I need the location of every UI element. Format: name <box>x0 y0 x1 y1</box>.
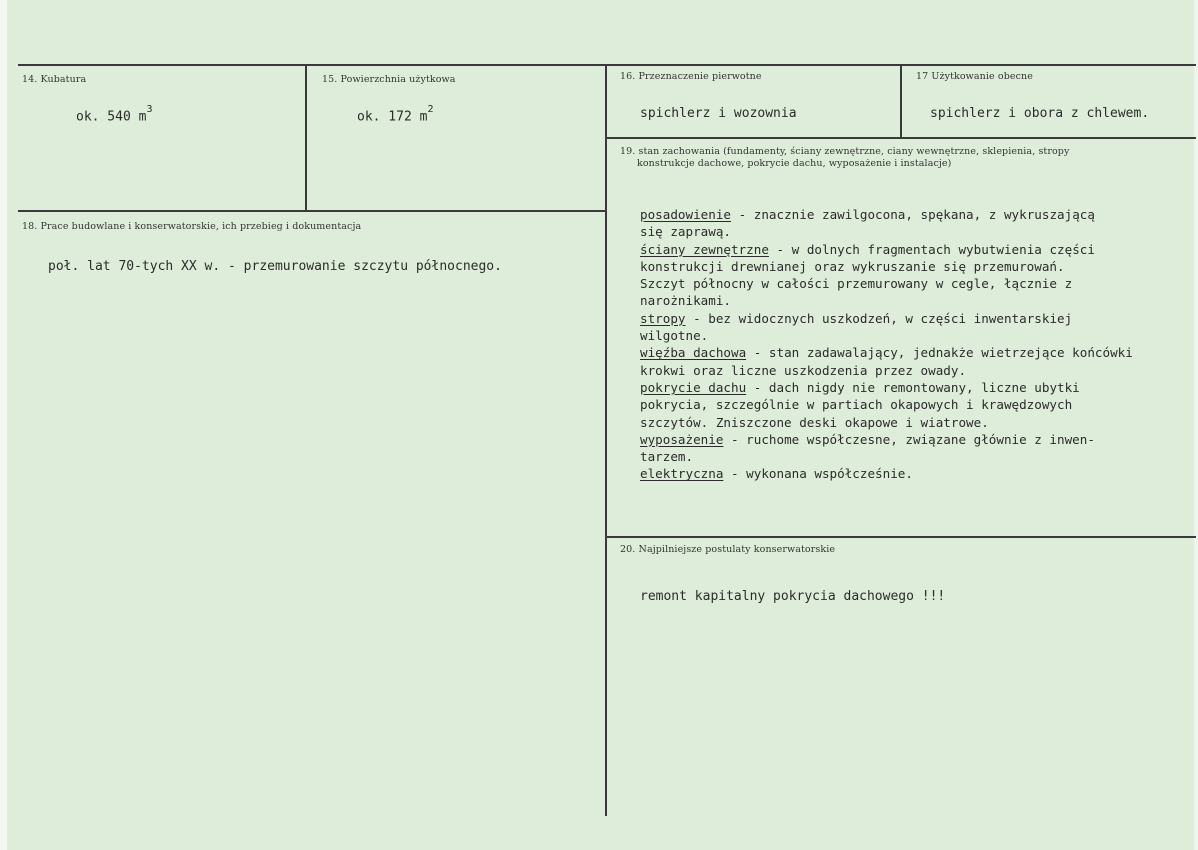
condition-text: - stan zadawalający, jednakże wietrzejące końcówki <box>746 345 1133 361</box>
condition-description <box>640 206 1133 483</box>
condition-item <box>640 241 1133 258</box>
field-14-text: ok. 540 m <box>76 109 147 125</box>
field-18-label: 18. Prace budowlane i konserwatorskie, ich przebieg i dokumentacja <box>22 221 362 232</box>
field-17-label: 17 Użytkowanie obecne <box>916 71 1033 82</box>
condition-continuation: narożnikami. <box>640 293 731 309</box>
paper-edge-right <box>1194 0 1198 850</box>
condition-term: posadowienie <box>640 207 731 222</box>
condition-term: stropy <box>640 310 686 326</box>
field-19-label-line2: konstrukcje dachowe, pokrycie dachu, wyposażenie i instalacje) <box>637 158 952 169</box>
rule-above-18 <box>18 210 606 212</box>
condition-text: - znacznie zawilgocona, spękana, z wykruszającą <box>731 207 1095 222</box>
condition-item <box>640 344 1133 361</box>
condition-item <box>640 310 1133 327</box>
divider-14-15 <box>305 64 307 212</box>
condition-text: - bez widocznych uszkodzeń, w części inwentarskiej <box>685 310 1073 326</box>
condition-continuation: wilgotne. <box>640 328 709 344</box>
condition-item <box>640 379 1133 396</box>
divider-main <box>605 64 607 816</box>
field-20-value: remont kapitalny pokrycia dachowego !!! <box>640 589 946 604</box>
rule-above-20 <box>606 536 1196 538</box>
condition-term: wyposażenie <box>640 431 724 447</box>
condition-item <box>640 431 1133 448</box>
field-18-value: poł. lat 70-tych XX w. - przemurowanie szczytu północnego. <box>48 259 502 274</box>
field-15-unit-sup: 2 <box>427 104 434 115</box>
condition-term: pokrycie dachu <box>640 379 747 395</box>
condition-text: - wykonana współcześnie. <box>723 466 913 482</box>
field-14-unit-sup: 3 <box>146 104 153 115</box>
condition-continuation: pokrycia, szczególnie w partiach okapowych i krawędzowych <box>640 397 1073 413</box>
condition-continuation: krokwi oraz liczne uszkodzenia przez owady. <box>640 362 967 378</box>
rule-under-16-17 <box>606 137 1196 139</box>
top-rule <box>18 64 1196 66</box>
field-15-value <box>357 104 433 126</box>
field-20-label: 20. Najpilniejsze postulaty konserwatorskie <box>620 544 836 555</box>
condition-term: ściany zewnętrzne <box>640 241 769 257</box>
condition-continuation: się zaprawą. <box>640 224 731 240</box>
condition-term: więźba dachowa <box>640 345 747 361</box>
paper-edge-left <box>0 0 7 850</box>
field-15-text: ok. 172 m <box>357 109 428 125</box>
field-16-value: spichlerz i wozownia <box>640 106 797 121</box>
condition-continuation: szczytów. Zniszczone deski okapowe i wiatrowe. <box>640 414 989 430</box>
condition-text: - dach nigdy nie remontowany, liczne ubytki <box>746 379 1080 395</box>
divider-16-17 <box>900 64 902 138</box>
field-14-label: 14. Kubatura <box>22 74 87 85</box>
field-15-label: 15. Powierzchnia użytkowa <box>322 74 456 85</box>
condition-text: - w dolnych fragmentach wybutwienia części <box>768 241 1095 257</box>
condition-text: - ruchome współczesne, związane głównie z inwen- <box>723 431 1095 447</box>
field-14-value <box>76 104 152 126</box>
field-19-label-line1: 19. stan zachowania (fundamenty, ściany zewnętrzne, ciany wewnętrzne, sklepienia, stropy <box>620 146 1070 157</box>
condition-continuation: Szczyt północny w całości przemurowany w cegle, łącznie z <box>640 276 1073 292</box>
condition-term: elektryczna <box>640 466 724 482</box>
field-17-value: spichlerz i obora z chlewem. <box>930 106 1150 121</box>
condition-item <box>640 206 1133 223</box>
condition-continuation: konstrukcji drewnianej oraz wykruszanie się przemurowań. <box>640 258 1065 274</box>
field-16-label: 16. Przeznaczenie pierwotne <box>620 71 762 82</box>
condition-item <box>640 465 1133 482</box>
condition-continuation: tarzem. <box>640 449 694 465</box>
